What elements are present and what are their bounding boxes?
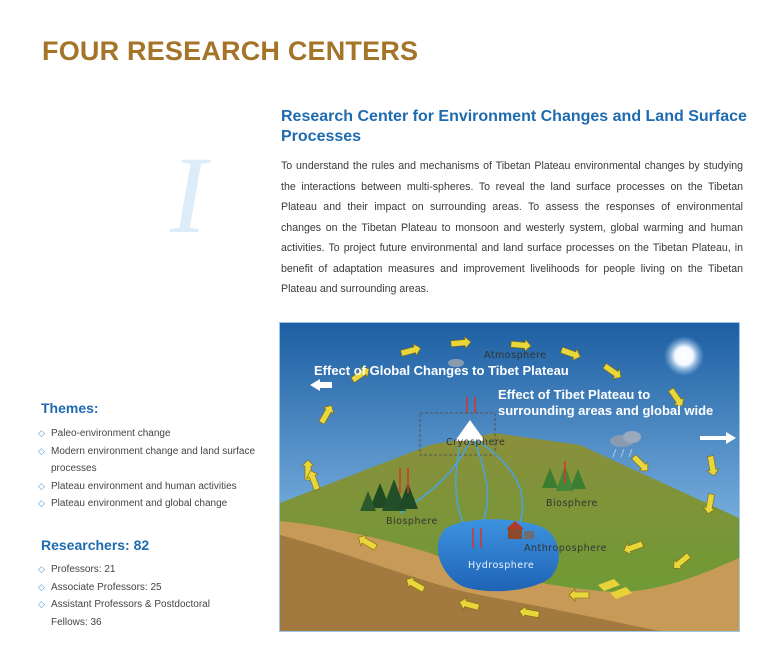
diamond-bullet-icon: ◇ xyxy=(38,428,45,438)
anthroposphere-label: Anthroposphere xyxy=(524,543,608,554)
list-item: ◇ Associate Professors: 25 xyxy=(38,579,238,597)
diamond-bullet-icon: ◇ xyxy=(38,498,45,508)
biosphere-left-label: Biosphere xyxy=(386,516,438,527)
lake xyxy=(438,519,559,591)
themes-heading: Themes: xyxy=(41,400,99,416)
list-item: ◇ Plateau environment and human activities xyxy=(38,478,270,496)
list-item: ◇ Assistant Professors & Postdoctoral Fellows: 36 xyxy=(38,596,238,631)
themes-list xyxy=(38,425,270,513)
researchers-heading: Researchers: 82 xyxy=(41,537,150,553)
diamond-bullet-icon: ◇ xyxy=(38,564,45,574)
atmosphere-label: Atmosphere xyxy=(484,350,547,361)
effect-plateau-label-line1: Effect of Tibet Plateau to xyxy=(498,387,651,402)
section-body: To understand the rules and mechanisms of Tibetan Plateau environmental changes by studying the interactions between multi-spheres. To reveal the land surface processes on the Tibetan Plateau and their impact on surrounding areas. To assess the responses of environmental changes on the Tibetan Plateau to monsoon and westerly system, global warming and human activities. To project future environmental and land surface processes on the Tibetan Plateau, in benefit of adaptation measures and improvement livelihoods for people living on the Tibetan Plateau and surrounding areas. xyxy=(281,160,743,295)
effect-plateau-label-line2: surrounding areas and global wide xyxy=(498,403,714,418)
earth-systems-diagram xyxy=(279,322,740,632)
diamond-bullet-icon: ◇ xyxy=(38,599,45,609)
list-item: ◇ Paleo-environment change xyxy=(38,425,270,443)
diamond-bullet-icon: ◇ xyxy=(38,581,45,592)
section-numeral: I xyxy=(170,134,207,256)
researchers-list xyxy=(38,561,238,631)
section-heading: Research Center for Environment Changes and Land Surface Processes xyxy=(281,108,747,145)
sun-icon xyxy=(664,336,704,376)
biosphere-right-label: Biosphere xyxy=(546,498,598,509)
hydrosphere-label: Hydrosphere xyxy=(468,560,535,571)
page-title: FOUR RESEARCH CENTERS xyxy=(42,36,419,66)
list-item: ◇ Professors: 21 xyxy=(38,561,238,579)
list-item: ◇ Modern environment change and land surface processes xyxy=(38,443,270,478)
list-item: ◇ Plateau environment and global change xyxy=(38,495,270,513)
diamond-bullet-icon: ◇ xyxy=(38,480,45,491)
effect-global-label: Effect of Global Changes to Tibet Plateau xyxy=(314,363,569,378)
cryosphere-label: Cryosphere xyxy=(446,437,506,448)
diamond-bullet-icon: ◇ xyxy=(38,445,45,456)
